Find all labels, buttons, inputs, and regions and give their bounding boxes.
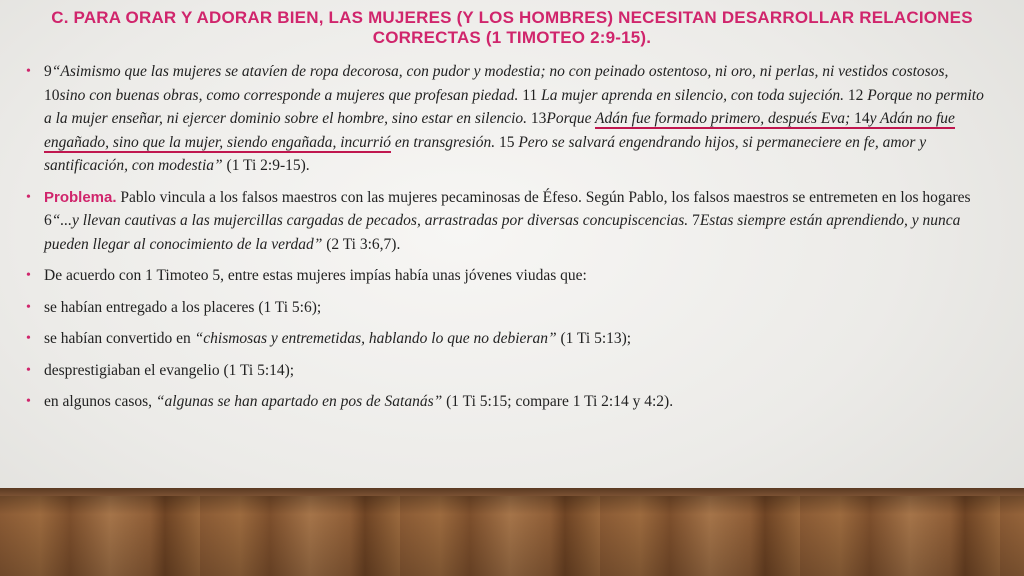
verse-text: Porque no permito a la mujer enseñar, ni ejercer dominio sobre el hombre, sino estar en silencio.	[44, 86, 984, 127]
bullet-item-gospel	[26, 359, 986, 383]
slide-body	[26, 60, 986, 422]
verse-number: 10	[44, 86, 60, 104]
verse-number: 14	[850, 110, 870, 127]
verse-text: en transgresión.	[391, 133, 499, 151]
verse-number: 12	[847, 86, 868, 104]
bullet-icon: •	[26, 64, 31, 79]
bullet-icon: •	[26, 394, 31, 409]
slide-title: C. PARA ORAR Y ADORAR BIEN, LAS MUJERES (Y LOS HOMBRES) NECESITAN DESARROLLAR RELACIONES CORRECTAS (1 TIMOTEO 2:9-15).	[51, 8, 973, 47]
verse-number: 9	[44, 63, 52, 80]
verse-text: “Asimismo que las mujeres se atavíen de ropa decorosa, con pudor y modestia; no con peinado ostentoso, ni oro, ni perlas, ni vestidos costosos,	[51, 63, 949, 80]
bullet-icon: •	[26, 362, 31, 378]
verse-number: 11	[522, 86, 542, 104]
body-text: en algunos casos,	[44, 393, 156, 410]
verse-text: Pero se salvará engendrando hijos, si permaneciere en fe, amor y santificación, con modestia”	[44, 133, 927, 174]
reference: (1 Ti 5:13);	[556, 330, 632, 347]
bullet-item-problem	[26, 186, 986, 257]
bullet-icon: •	[26, 189, 31, 205]
bullet-icon: •	[26, 331, 31, 346]
bullet-item-gossips	[26, 327, 986, 351]
body-text: desprestigiaban el evangelio (1 Ti 5:14);	[44, 361, 295, 379]
reference: (2 Ti 3:6,7).	[322, 235, 401, 253]
quote-text: “algunas se han apartado en pos de Satanás”	[155, 393, 443, 410]
verse-text: “...y llevan cautivas a las mujercillas cargadas de pecados, arrastradas por diversas concupiscencias.	[51, 212, 693, 229]
bullet-item-context	[26, 264, 986, 288]
verse-number: 13	[530, 110, 547, 127]
underlined-verse-text: y Adán no fue engañado, sino que la mujer, siendo engañada, incurrió	[44, 110, 955, 151]
bullet-item-pleasures	[26, 296, 986, 320]
wood-floor-background	[0, 488, 1024, 576]
reference: (1 Ti 2:9-15).	[222, 157, 310, 174]
verse-text: Estas siempre están aprendiendo, y nunca pueden llegar al conocimiento de la verdad”	[44, 212, 961, 253]
bullet-item-scripture	[26, 60, 986, 178]
verse-number: 7	[692, 212, 700, 229]
body-text: De acuerdo con 1 Timoteo 5, entre estas mujeres impías había unas jóvenes viudas que:	[44, 267, 587, 284]
verse-text: Porque	[546, 110, 596, 127]
underlined-verse-text: Adán fue formado primero, después Eva;	[595, 110, 851, 127]
reference: (1 Ti 5:15; compare 1 Ti 2:14 y 4:2).	[442, 393, 674, 410]
quote-text: “chismosas y entremetidas, hablando lo que no debieran”	[194, 330, 557, 347]
bullet-icon: •	[26, 268, 31, 283]
problem-label: Problema.	[44, 188, 117, 206]
body-text: se habían convertido en	[44, 330, 195, 347]
verse-number: 15	[498, 133, 519, 151]
bullet-item-satan	[26, 390, 986, 414]
body-text: se habían entregado a los placeres (1 Ti 5:6);	[44, 298, 322, 316]
verse-number: 6	[44, 212, 52, 229]
verse-text: sino con buenas obras, como corresponde a mujeres que profesan piedad.	[59, 86, 523, 104]
body-text: Pablo vincula a los falsos maestros con las mujeres pecaminosas de Éfeso. Según Pablo, los falsos maestros se entremeten en los hogares	[116, 188, 971, 206]
verse-text: La mujer aprenda en silencio, con toda sujeción.	[541, 86, 848, 104]
bullet-icon: •	[26, 299, 31, 315]
